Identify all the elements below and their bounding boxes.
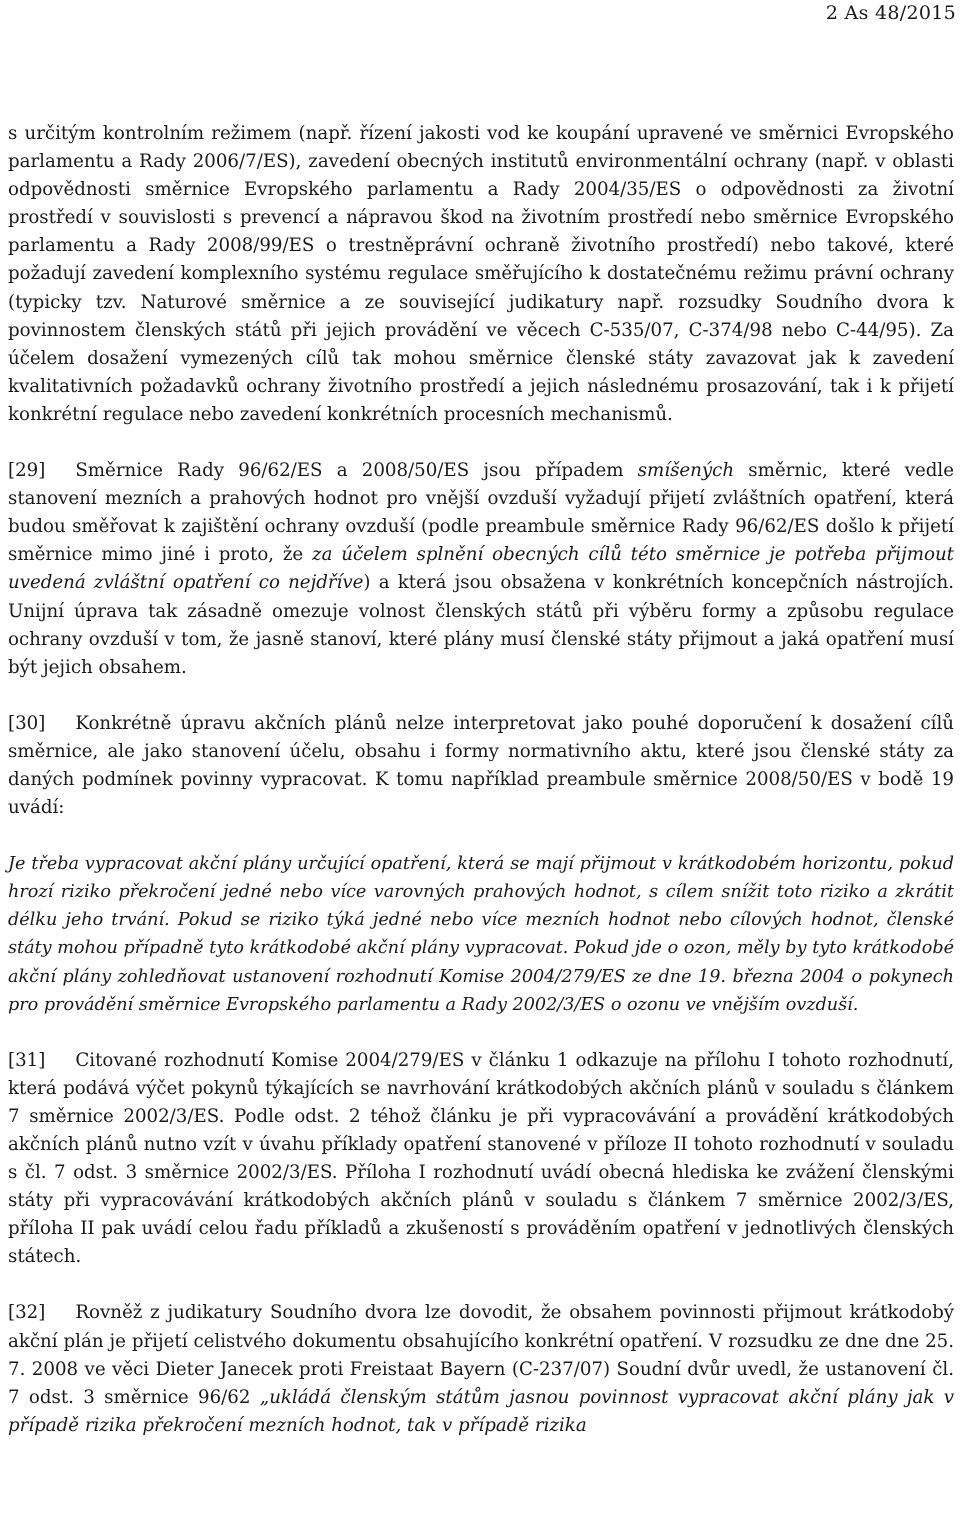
paragraph-gap — [8, 429, 954, 457]
paragraph-text: Rovněž z judikatury Soudního dvora lze dovodit, že obsahem povinnosti přijmout krátkodobý akční plán je přijetí celistvého dokumentu obsahujícího konkrétní opatření. V rozsudku ze dne dne 25. 7. 2008 ve věci Dieter Janecek proti Freistaat Bayern (C-237/07) Soudní dvůr uvedl, že ustanovení čl. 7 odst. 3 směrnice 96/62 — [8, 1302, 954, 1408]
paragraph-text: Konkrétně úpravu akčních plánů nelze interpretovat jako pouhé doporučení k dosažení cílů směrnice, ale jako stanovení účelu, obsahu i formy normativního aktu, které jsou členské státy za daných podmínek povinny vypracovat. K tomu například preambule směrnice 2008/50/ES v bodě 19 uvádí: — [8, 712, 954, 819]
paragraph-32 — [8, 1299, 954, 1439]
paragraph-number: [31] — [8, 1049, 46, 1071]
paragraph-text: Směrnice Rady 96/62/ES a 2008/50/ES jsou případem — [75, 460, 638, 482]
paragraph-text: ) a která jsou obsažena v konkrétních koncepčních nástrojích. Unijní úprava tak zásadně omezuje volnost členských států při výběru formy a způsobu regulace ochrany ovzduší v tom, že jasně stanoví, které plány musí členské státy přijmout a jaká opatření musí být jejich obsahem. — [8, 572, 954, 678]
paragraph-30 — [8, 710, 954, 822]
paragraph-number: [30] — [8, 712, 46, 734]
paragraph-number: [32] — [8, 1302, 46, 1324]
paragraph-gap — [8, 1271, 954, 1299]
paragraph-number: [29] — [8, 460, 46, 482]
emphasis-text: za účelem splnění obecných cílů této směrnice je potřeba přijmout uvedená zvláštní opatření co nejdříve — [8, 544, 954, 594]
page-reference: 2 As 48/2015 — [825, 2, 956, 24]
paragraph-text: směrnic, které vedle stanovení mezních a prahových hodnot pro vnější ovzduší vyžadují přijetí zvláštních opatření, která budou směřovat k zajištění ochrany ovzduší (podle preambule směrnice Rady 96/62/ES došlo k přijetí směrnice mimo jiné i proto, že — [8, 460, 954, 566]
paragraph-text: Citované rozhodnutí Komise 2004/279/ES v článku 1 odkazuje na přílohu I tohoto rozhodnutí, která podává výčet pokynů týkajících se navrhování krátkodobých akčních plánů v souladu s článkem 7 směrnice 2002/3/ES. Podle odst. 2 téhož článku je při vypracovávání a provádění krátkodobých akčních plánů nutno vzít v úvahu příklady opatření stanovené v příloze II tohoto rozhodnutí v souladu s čl. 7 odst. 3 směrnice 2002/3/ES. Příloha I rozhodnutí uvádí obecná hlediska ke zvážení členskými státy při vypracovávání krátkodobých akčních plánů v souladu s článkem 7 směrnice 2002/3/ES, příloha II pak uvádí celou řadu příkladů a zkušeností s prováděním opatření v jednotlivých členských státech. — [8, 1049, 954, 1268]
emphasis-text: smíšených — [637, 460, 735, 482]
paragraph-29 — [8, 457, 954, 682]
paragraph-gap — [8, 822, 954, 850]
document-body — [8, 120, 954, 1440]
paragraph-31 — [8, 1047, 954, 1272]
paragraph-gap — [8, 1019, 954, 1047]
block-quote: Je třeba vypracovat akční plány určující opatření, která se mají přijmout v krátkodobém horizontu, pokud hrozí riziko překročení jedné nebo více varovných prahových hodnot, s cílem snížit toto riziko a zkrátit délku jeho trvání. Pokud se riziko týká jedné nebo více mezních hodnot nebo cílových hodnot, členské státy mohou případně tyto krátkodobé akční plány vypracovat. Pokud jde o ozon, měly by tyto krátkodobé akční plány zohledňovat ustanovení rozhodnutí Komise 2004/279/ES ze dne 19. března 2004 o pokynech pro provádění směrnice Evropského parlamentu a Rady 2002/3/ES o ozonu ve vnějším ovzduší. — [8, 854, 954, 1015]
paragraph-continuation: s určitým kontrolním režimem (např. řízení jakosti vod ke koupání upravené ve směrnici Evropského parlamentu a Rady 2006/7/ES), zavedení obecných institutů environmentální ochrany (např. v oblasti odpovědnosti směrnice Evropského parlamentu a Rady 2004/35/ES o odpovědnosti za životní prostředí v souvislosti s prevencí a nápravou škod na životním prostředí nebo směrnice Evropského parlamentu a Rady 2008/99/ES o trestněprávní ochraně životního prostředí) nebo takové, které požadují zavedení komplexního systému regulace směřujícího k dostatečnému režimu právní ochrany (typicky tzv. Naturové směrnice a ze související judikatury např. rozsudky Soudního dvora k povinnostem členských států při jejich provádění ve věcech C-535/07, C-374/98 nebo C-44/95). Za účelem dosažení vymezených cílů tak mohou směrnice členské státy zavazovat jak k zavedení kvalitativních požadavků ochrany životního prostředí a jejich následnému prosazování, tak i k přijetí konkrétní regulace nebo zavedení konkrétních procesních mechanismů. — [8, 123, 954, 425]
paragraph-gap — [8, 682, 954, 710]
emphasis-text: „ukládá členským státům jasnou povinnost vypracovat akční plány jak v případě rizika překročení mezních hodnot, tak v případě rizika — [8, 1386, 955, 1436]
